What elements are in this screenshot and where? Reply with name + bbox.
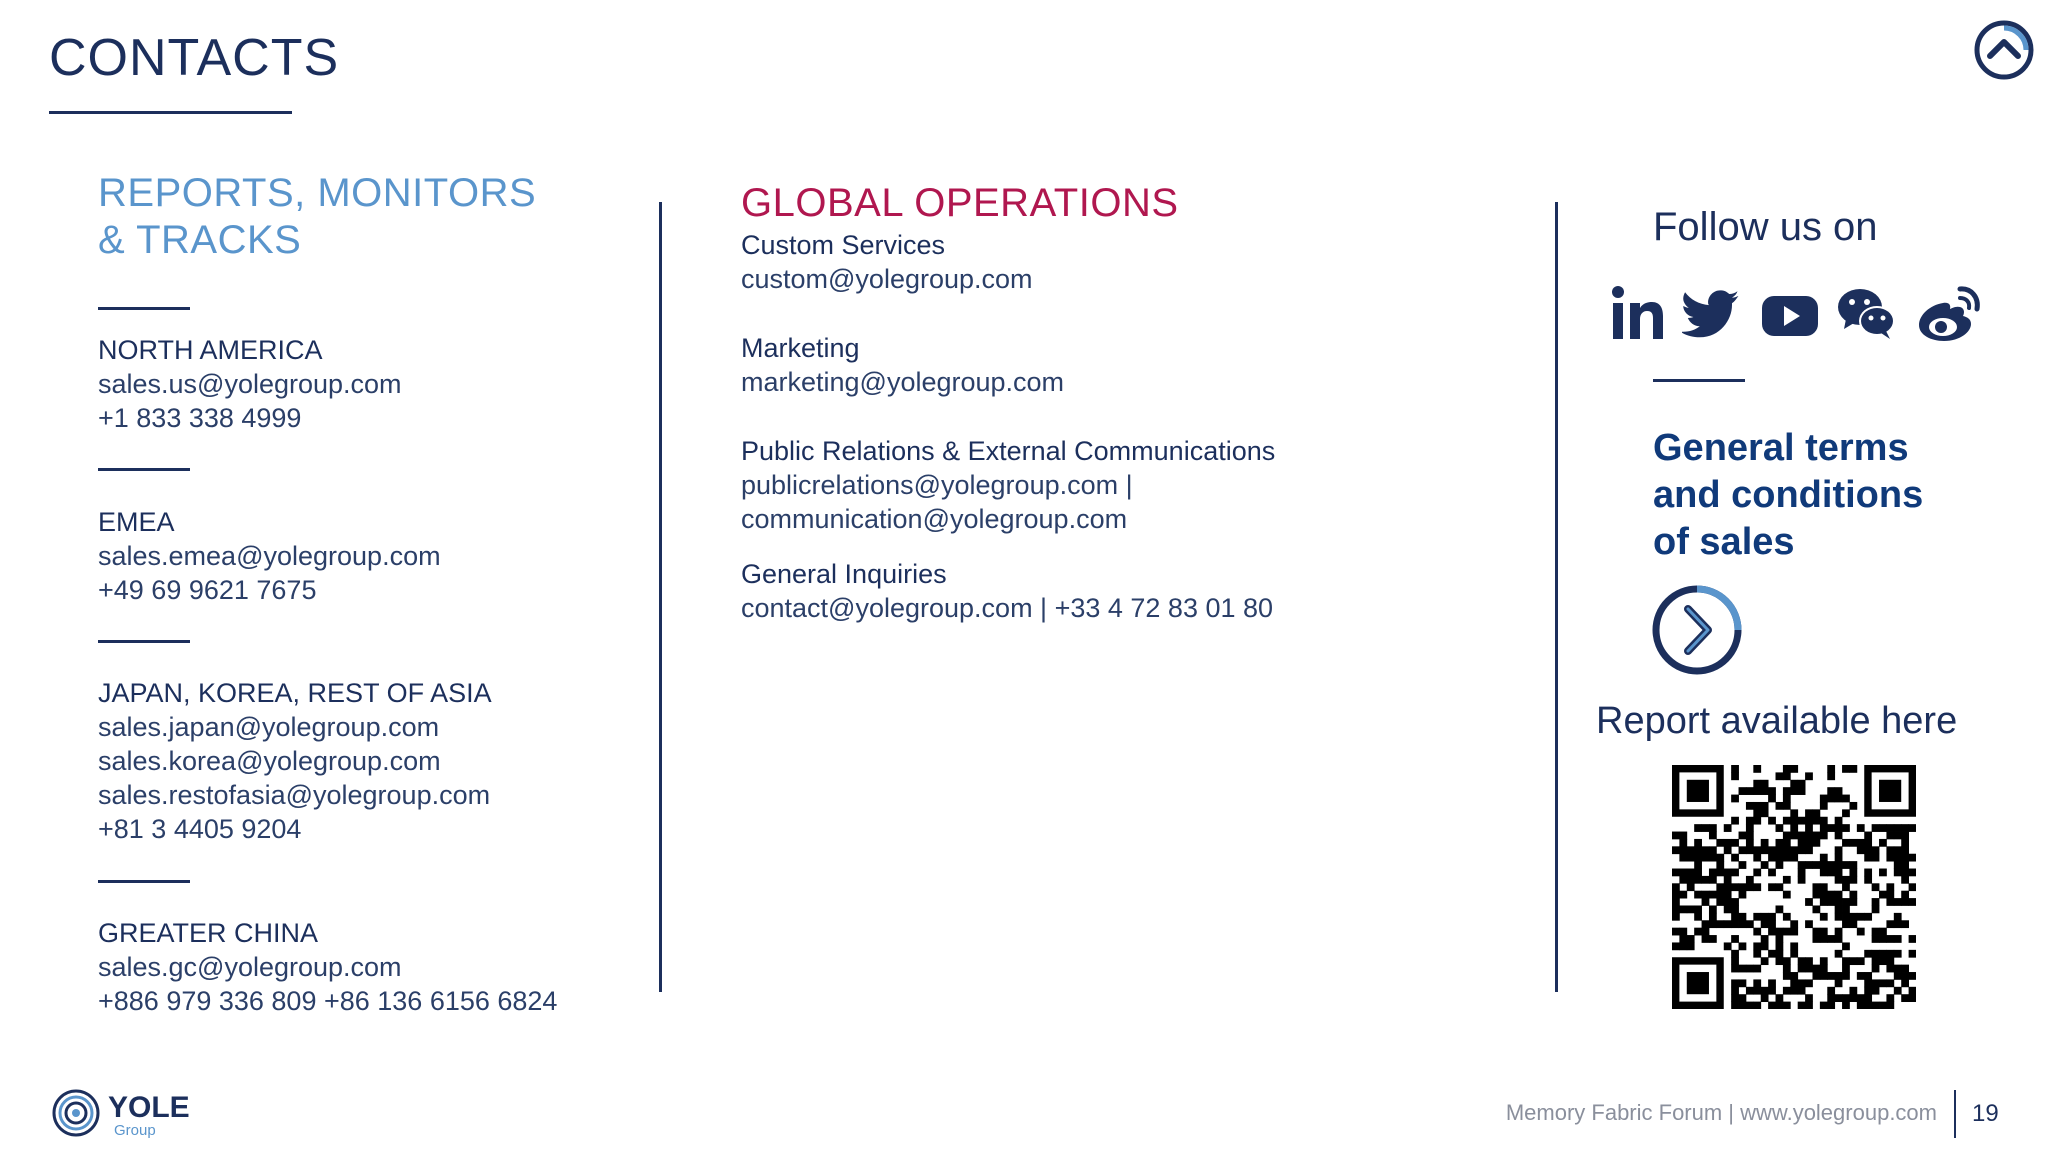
phone-number: +81 3 4405 9204 — [98, 814, 302, 844]
email-link[interactable]: sales.restofasia@yolegroup.com — [98, 780, 491, 810]
email-link[interactable]: sales.gc@yolegroup.com — [98, 952, 402, 982]
follow-label: Follow us on — [1653, 205, 1878, 249]
divider — [98, 640, 190, 643]
report-label: Report available here — [1596, 700, 1958, 742]
social-icons — [1610, 283, 1990, 345]
operations-column — [741, 180, 1441, 630]
divider — [98, 468, 190, 471]
svg-text:YOLE: YOLE — [108, 1091, 190, 1124]
yole-logo — [50, 1085, 200, 1141]
page-title: CONTACTS — [49, 29, 340, 87]
operations-heading: GLOBAL OPERATIONS — [741, 181, 1179, 225]
op-custom-services: Custom Services custom@yolegroup.com — [741, 228, 1441, 296]
page-number: 19 — [1972, 1100, 1999, 1127]
column-divider — [1555, 202, 1558, 992]
email-link[interactable]: custom@yolegroup.com — [741, 264, 1033, 294]
region-emea: EMEA sales.emea@yolegroup.com +49 69 9621 7675 — [98, 505, 658, 607]
linkedin-icon[interactable] — [1610, 283, 1666, 345]
email-link[interactable]: marketing@yolegroup.com — [741, 367, 1065, 397]
qr-code-icon[interactable] — [1672, 765, 1916, 1009]
phone-number: +886 979 336 809 +86 136 6156 6824 — [98, 986, 558, 1016]
divider — [98, 307, 190, 310]
phone-number: +49 69 9621 7675 — [98, 575, 317, 605]
op-general-inquiries: General Inquiries contact@yolegroup.com | +33 4 72 83 01 80 — [741, 557, 1441, 625]
terms-link[interactable]: General terms and conditions of sales — [1653, 427, 1924, 563]
email-link[interactable]: publicrelations@yolegroup.com | — [741, 470, 1133, 500]
divider — [98, 880, 190, 883]
divider — [1653, 379, 1745, 382]
region-north-america: NORTH AMERICA sales.us@yolegroup.com +1 833 338 4999 — [98, 333, 658, 435]
email-link[interactable]: sales.japan@yolegroup.com — [98, 712, 440, 742]
email-link[interactable]: communication@yolegroup.com — [741, 504, 1128, 534]
wechat-icon[interactable] — [1836, 283, 1898, 345]
footer-text: Memory Fabric Forum | www.yolegroup.com — [1505, 1100, 1937, 1125]
email-link[interactable]: sales.korea@yolegroup.com — [98, 746, 441, 776]
svg-text:Group: Group — [114, 1122, 156, 1139]
back-to-top-icon[interactable] — [1972, 18, 2036, 82]
title-underline — [49, 111, 292, 114]
youtube-icon[interactable] — [1760, 283, 1820, 345]
reports-column — [98, 170, 658, 1020]
email-link[interactable]: sales.us@yolegroup.com — [98, 369, 402, 399]
column-divider — [659, 202, 662, 992]
reports-heading: REPORTS, MONITORS & TRACKS — [98, 171, 537, 262]
weibo-icon[interactable] — [1916, 283, 1982, 345]
op-marketing: Marketing marketing@yolegroup.com — [741, 331, 1441, 399]
region-greater-china: GREATER CHINA sales.gc@yolegroup.com +886 979 336 809 +86 136 6156 6824 — [98, 916, 658, 1018]
region-asia: JAPAN, KOREA, REST OF ASIA sales.japan@yolegroup.com sales.korea@yolegroup.com sales.restofasia@yolegroup.com +81 3 4405 9204 — [98, 676, 658, 846]
op-public-relations: Public Relations & External Communications publicrelations@yolegroup.com | communication@yolegroup.com — [741, 434, 1441, 536]
phone-number: +1 833 338 4999 — [98, 403, 302, 433]
email-link[interactable]: contact@yolegroup.com | +33 4 72 83 01 80 — [741, 593, 1274, 623]
email-link[interactable]: sales.emea@yolegroup.com — [98, 541, 441, 571]
twitter-icon[interactable] — [1682, 283, 1742, 345]
footer-divider — [1954, 1090, 1956, 1138]
chevron-right-icon[interactable] — [1650, 583, 1744, 677]
